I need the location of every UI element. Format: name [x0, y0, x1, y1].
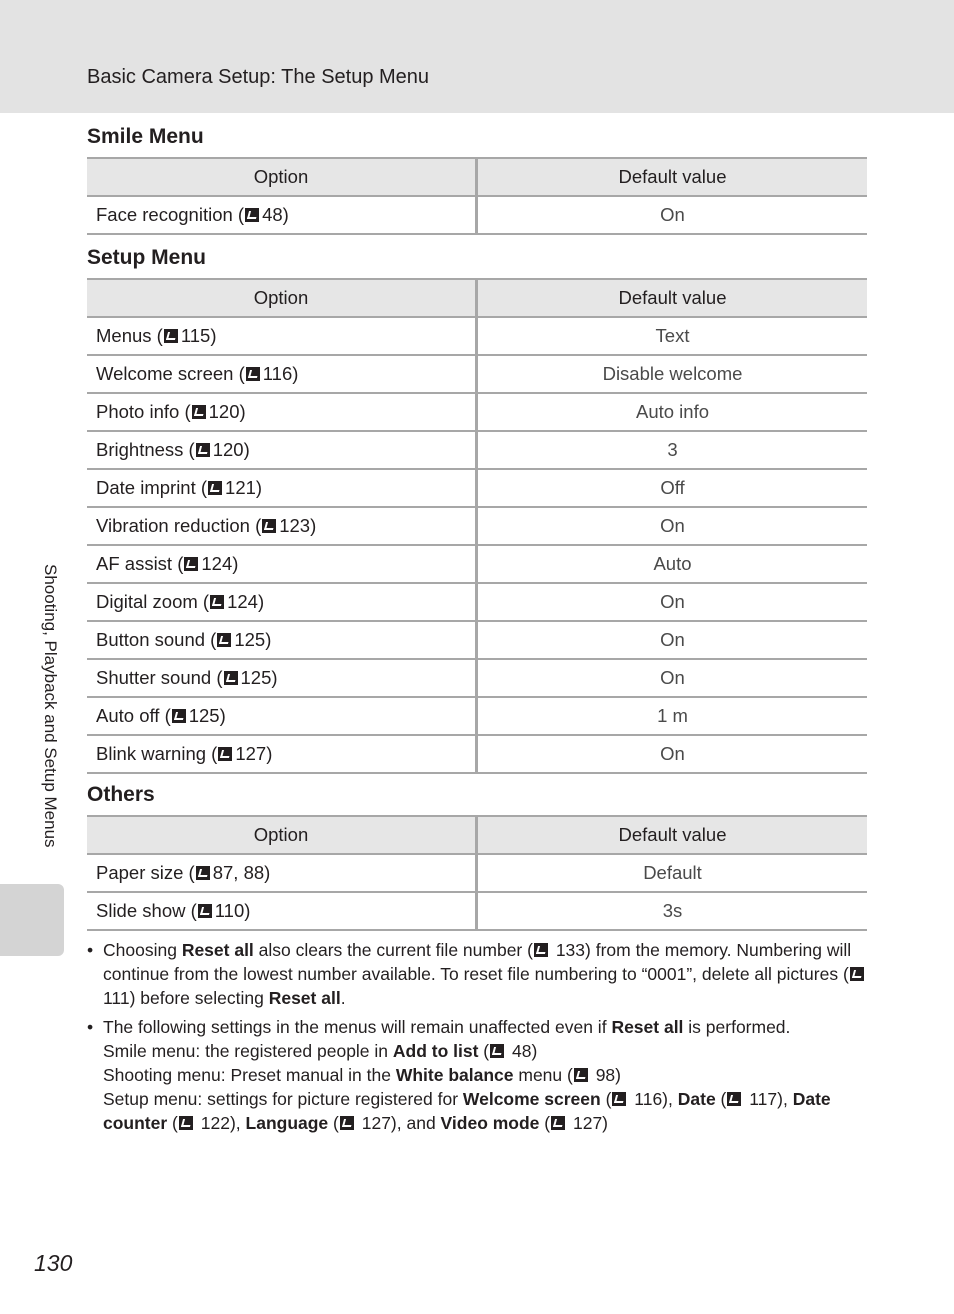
page-reference-icon	[217, 633, 231, 647]
chapter-side-label: Shooting, Playback and Setup Menus	[41, 564, 60, 848]
notes	[87, 938, 877, 1140]
default-value-cell: On	[477, 621, 868, 659]
page-reference-icon	[172, 709, 186, 723]
default-value-cell: Auto	[477, 545, 868, 583]
default-value-cell: 3s	[477, 892, 868, 930]
table-row	[87, 469, 867, 507]
option-cell: Button sound ( 125)	[87, 621, 477, 659]
page-reference-icon	[245, 208, 259, 222]
table-header-row	[87, 158, 867, 196]
page-reference-icon	[612, 1092, 626, 1106]
option-column-header: Option	[87, 279, 477, 317]
default-value-cell: On	[477, 583, 868, 621]
others-title: Others	[87, 783, 155, 806]
page-reference-icon	[262, 519, 276, 533]
note-unaffected-settings: • The following settings in the menus will remain unaffected even if Reset all is performed. Smile menu: the registered people in Add to list ( 48) Shooting menu: Preset manual in the White balance menu ( 98) Setup menu: settings for picture registered for Welcome screen ( 116), Date ( 117), Date counter ( 122), Language ( 127), and Video mode ( 127)	[87, 1017, 831, 1133]
default-value-cell: On	[477, 659, 868, 697]
smile-menu-title: Smile Menu	[87, 125, 204, 148]
default-value-cell: Disable welcome	[477, 355, 868, 393]
option-cell: AF assist ( 124)	[87, 545, 477, 583]
page-header	[0, 0, 954, 113]
default-value-column-header: Default value	[477, 158, 868, 196]
table-row	[87, 583, 867, 621]
setup-menu-title: Setup Menu	[87, 246, 206, 269]
option-cell: Welcome screen ( 116)	[87, 355, 477, 393]
option-cell: Face recognition ( 48)	[87, 196, 477, 234]
page-reference-icon	[340, 1116, 354, 1130]
table-row	[87, 507, 867, 545]
page-reference-icon	[727, 1092, 741, 1106]
option-cell: Paper size ( 87, 88)	[87, 854, 477, 892]
option-cell: Slide show ( 110)	[87, 892, 477, 930]
default-value-cell: Text	[477, 317, 868, 355]
default-value-column-header: Default value	[477, 816, 868, 854]
page-reference-icon	[184, 557, 198, 571]
option-column-header: Option	[87, 816, 477, 854]
table-row	[87, 545, 867, 583]
option-cell: Brightness ( 120)	[87, 431, 477, 469]
bullet: •	[87, 1017, 94, 1037]
page-number: 130	[34, 1250, 73, 1276]
table-row	[87, 196, 867, 234]
table-row	[87, 735, 867, 773]
others-table	[87, 815, 867, 931]
option-cell: Date imprint ( 121)	[87, 469, 477, 507]
table-row	[87, 393, 867, 431]
option-cell: Photo info ( 120)	[87, 393, 477, 431]
page-reference-icon	[164, 329, 178, 343]
page-reference-icon	[192, 405, 206, 419]
default-value-cell: Default	[477, 854, 868, 892]
table-row	[87, 621, 867, 659]
setup-menu-table	[87, 278, 867, 774]
page-reference-icon	[196, 866, 210, 880]
table-row	[87, 854, 867, 892]
option-cell: Digital zoom ( 124)	[87, 583, 477, 621]
default-value-cell: Off	[477, 469, 868, 507]
table-row	[87, 431, 867, 469]
default-value-cell: 1 m	[477, 697, 868, 735]
table-row	[87, 892, 867, 930]
default-value-cell: On	[477, 735, 868, 773]
default-value-cell: Auto info	[477, 393, 868, 431]
option-cell: Vibration reduction ( 123)	[87, 507, 477, 545]
default-value-column-header: Default value	[477, 279, 868, 317]
bullet: •	[87, 940, 94, 960]
default-value-cell: On	[477, 507, 868, 545]
page-reference-icon	[196, 443, 210, 457]
option-cell: Blink warning ( 127)	[87, 735, 477, 773]
table-row	[87, 659, 867, 697]
option-cell: Menus ( 115)	[87, 317, 477, 355]
page-reference-icon	[218, 747, 232, 761]
chapter-tab	[0, 884, 64, 956]
table-header-row	[87, 816, 867, 854]
page-reference-icon	[246, 367, 260, 381]
default-value-cell: On	[477, 196, 868, 234]
table-row	[87, 317, 867, 355]
page-reference-icon	[574, 1068, 588, 1082]
header-title: Basic Camera Setup: The Setup Menu	[87, 66, 430, 88]
option-cell: Shutter sound ( 125)	[87, 659, 477, 697]
page-reference-icon	[198, 904, 212, 918]
table-header-row	[87, 279, 867, 317]
note-reset-all-file-number: • Choosing Reset all also clears the current file number ( 133) from the memory. Numbering will continue from the lowest number available. To reset file numbering to “0001”, delete all pictures ( 111) before selecting Reset all.	[87, 938, 877, 1010]
table-row	[87, 355, 867, 393]
page-reference-icon	[850, 967, 864, 981]
table-row	[87, 697, 867, 735]
option-cell: Auto off ( 125)	[87, 697, 477, 735]
page-reference-icon	[534, 943, 548, 957]
page-reference-icon	[179, 1116, 193, 1130]
page-reference-icon	[208, 481, 222, 495]
default-value-cell: 3	[477, 431, 868, 469]
option-column-header: Option	[87, 158, 477, 196]
page-reference-icon	[224, 671, 238, 685]
smile-menu-table	[87, 157, 867, 235]
page-reference-icon	[551, 1116, 565, 1130]
page-reference-icon	[490, 1044, 504, 1058]
page-reference-icon	[210, 595, 224, 609]
